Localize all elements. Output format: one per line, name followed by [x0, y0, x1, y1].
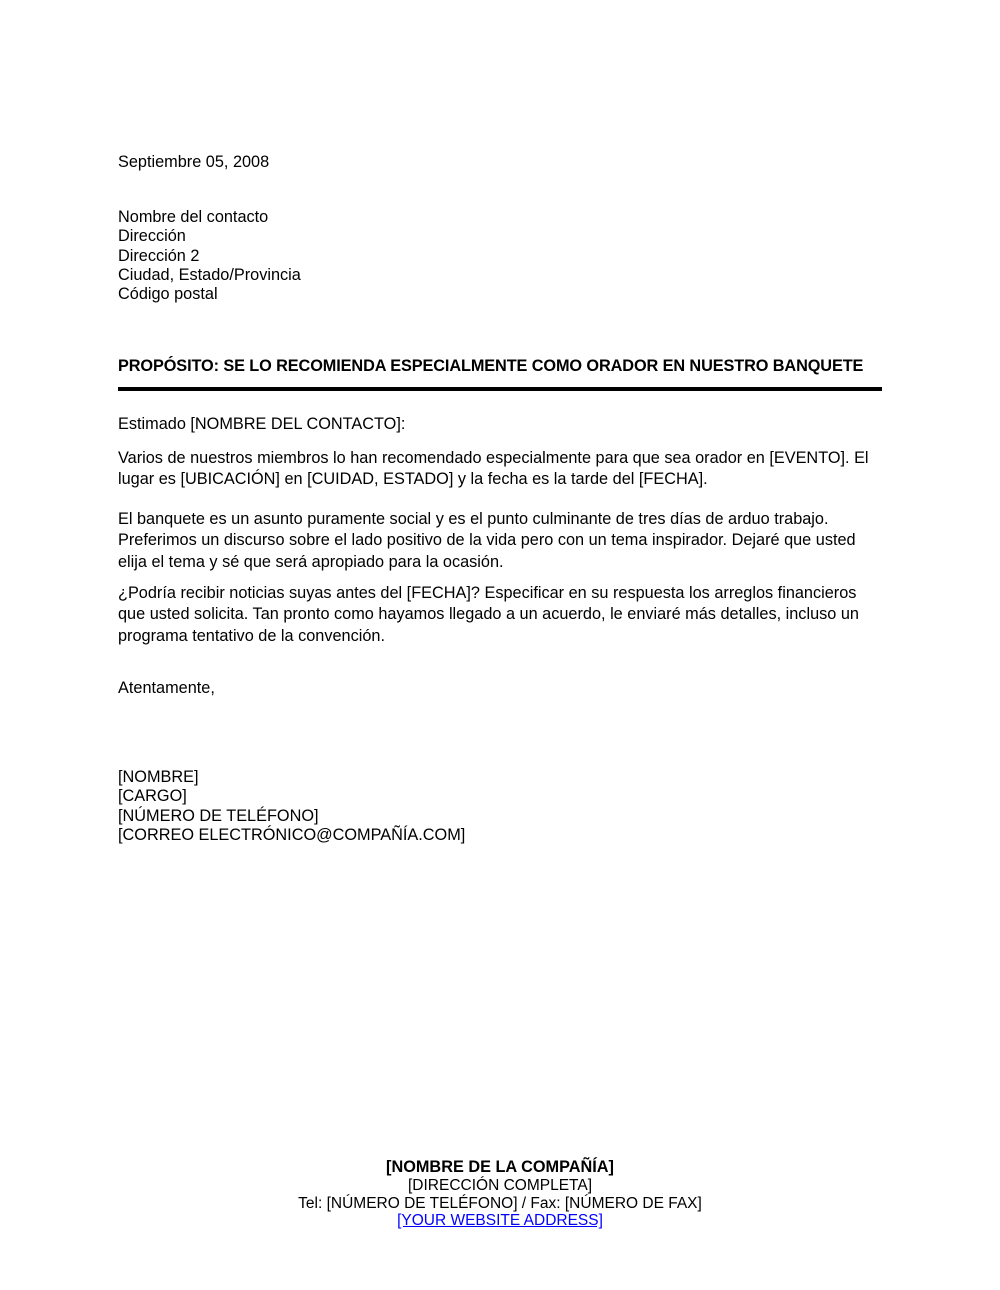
footer-website-row [0, 1212, 1000, 1230]
footer-company-name: [NOMBRE DE LA COMPAÑÍA] [386, 1158, 614, 1176]
recipient-line-city: Ciudad, Estado/Provincia [118, 265, 301, 284]
closing-line: Atentamente, [118, 679, 215, 697]
recipient-line-address2: Dirección 2 [118, 246, 200, 265]
subject-underline-rule [118, 387, 882, 391]
recipient-block [118, 208, 882, 304]
body-paragraph-3: ¿Podría recibir noticias suyas antes del [FECHA]? Especificar en su respuesta los arreglos financieros que usted solicita. Tan pronto como hayamos llegado a un acuerdo, le enviaré más detalles, incluso un programa tentativo de la convención. [118, 584, 859, 645]
letter-date: Septiembre 05, 2008 [118, 153, 270, 171]
body-paragraph-1: Varios de nuestros miembros lo han recomendado especialmente para que sea orador en [EVENTO]. El lugar es [UBICACIÓN] en [CUIDAD, ESTADO] y la fecha es la tarde del [FECHA]. [118, 449, 869, 489]
subject-line: PROPÓSITO: SE LO RECOMIENDA ESPECIALMENTE COMO ORADOR EN NUESTRO BANQUETE [118, 357, 864, 375]
body-paragraph-2: El banquete es un asunto puramente social y es el punto culminante de tres días de arduo trabajo. Preferimos un discurso sobre el lado positivo de la vida pero con un tema inspirador. Dejaré que usted elija el tema y sé que será apropiado para la ocasión. [118, 510, 856, 571]
signature-block [118, 768, 882, 845]
signature-line-email: [CORREO ELECTRÓNICO@COMPAÑÍA.COM] [118, 825, 466, 844]
recipient-line-postal: Código postal [118, 285, 218, 304]
signature-line-name: [NOMBRE] [118, 768, 199, 786]
footer-address: [DIRECCIÓN COMPLETA] [407, 1176, 592, 1194]
greeting-line: Estimado [NOMBRE DEL CONTACTO]: [118, 415, 406, 433]
letter-footer [0, 1159, 1000, 1230]
website-link[interactable]: [YOUR WEBSITE ADDRESS] [397, 1212, 603, 1230]
recipient-line-name: Nombre del contacto [118, 208, 269, 226]
recipient-line-address1: Dirección [118, 227, 186, 246]
footer-phone-fax: Tel: [NÚMERO DE TELÉFONO] / Fax: [NÚMERO DE FAX] [298, 1194, 702, 1212]
signature-line-phone: [NÚMERO DE TELÉFONO] [118, 806, 319, 825]
signature-line-title: [CARGO] [118, 787, 187, 806]
